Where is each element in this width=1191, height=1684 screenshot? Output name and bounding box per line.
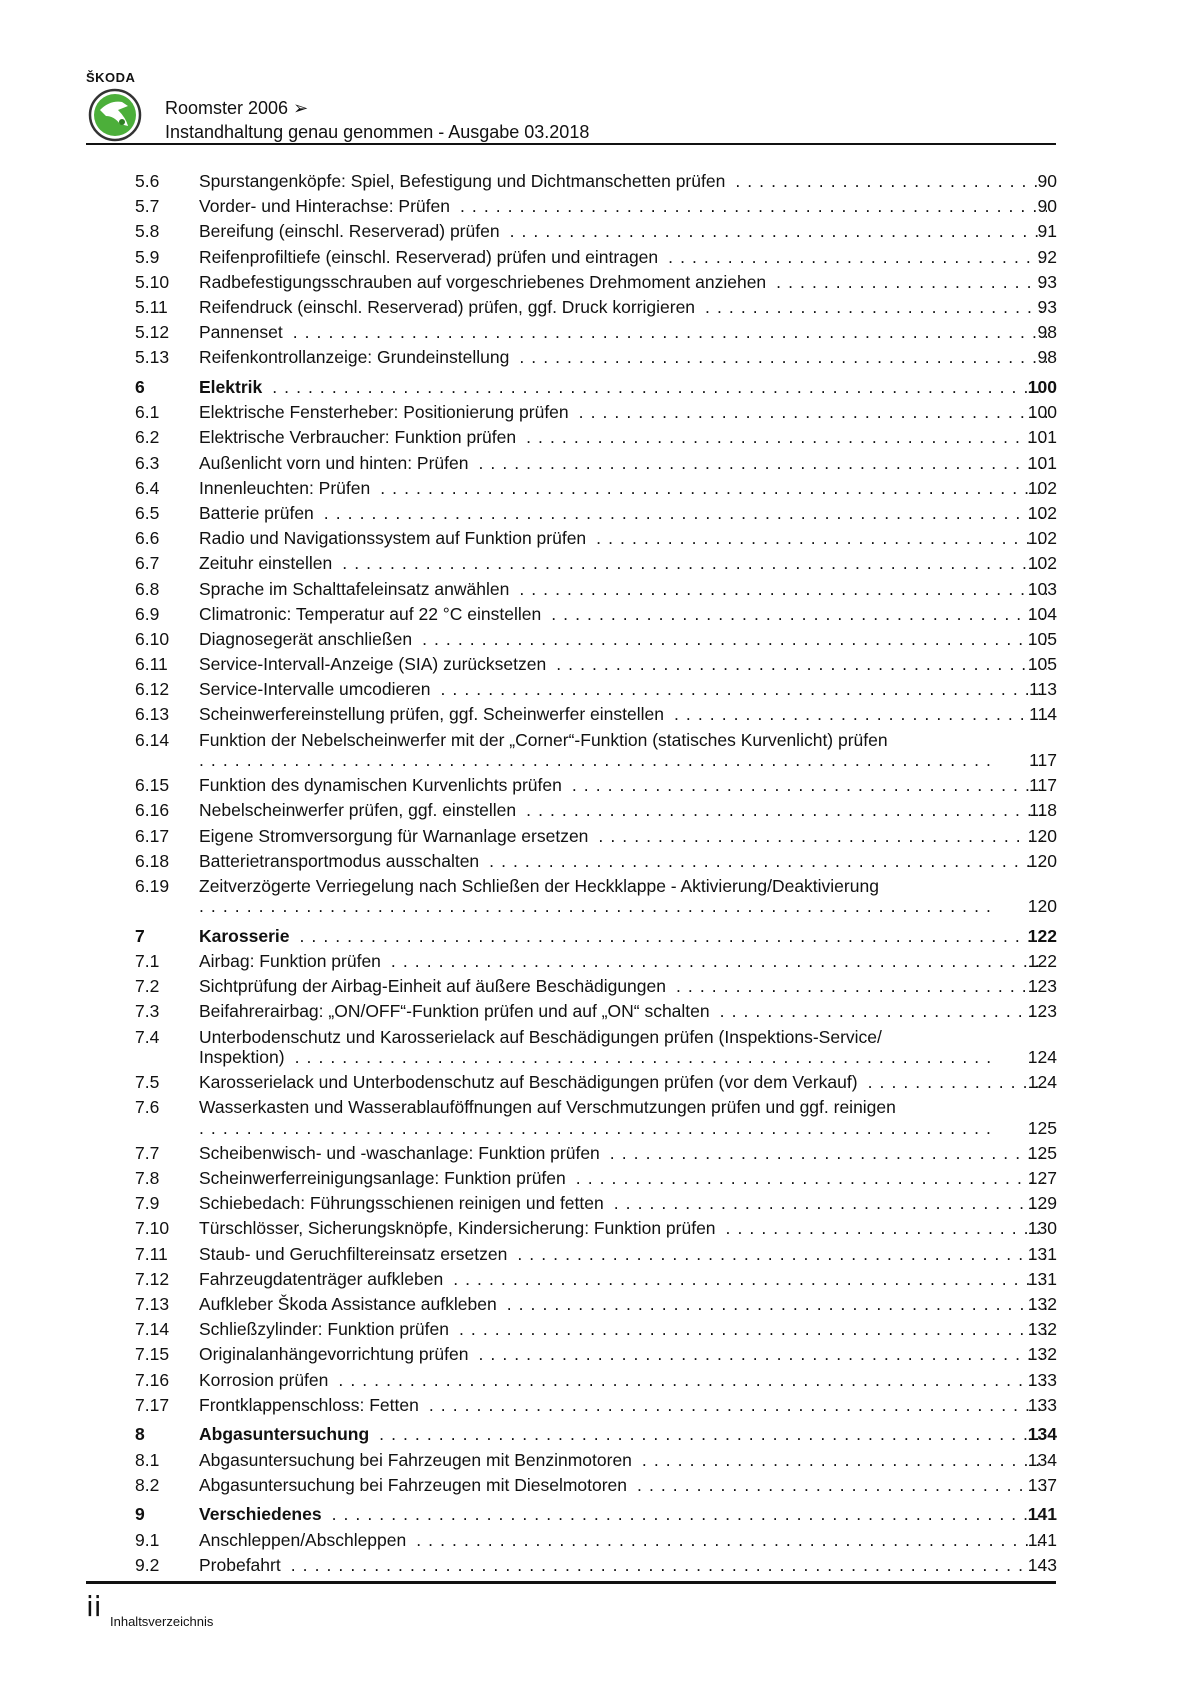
dot-leader (199, 1118, 991, 1139)
entry-number: 6.6 (135, 528, 160, 549)
entry-title: Vorder- und Hinterachse: Prüfen (199, 196, 450, 217)
toc-entry[interactable] (0, 347, 1191, 372)
brand-wordmark: ŠKODA (86, 70, 136, 85)
dot-leader (478, 1344, 1047, 1365)
dot-leader (453, 1269, 1047, 1290)
toc-entry[interactable] (0, 503, 1191, 528)
entry-title: Funktion des dynamischen Kurvenlichts prüfen (199, 775, 562, 796)
dot-leader (596, 528, 1047, 549)
entry-page: 124 (1027, 1072, 1057, 1093)
entry-number: 6.14 (135, 729, 170, 750)
entry-number: 5.9 (135, 246, 160, 267)
entry-number: 9.1 (135, 1529, 160, 1550)
toc-entry[interactable] (0, 826, 1191, 851)
entry-page: 101 (1027, 452, 1057, 473)
entry-title: Scheinwerfereinstellung prüfen, ggf. Scheinwerfer einstellen (199, 704, 664, 725)
entry-title: Eigene Stromversorgung für Warnanlage ersetzen (199, 825, 589, 846)
entry-title: Türschlösser, Sicherungsknöpfe, Kindersicherung: Funktion prüfen (199, 1218, 716, 1239)
dot-leader (324, 503, 1047, 524)
entry-page: 132 (1027, 1293, 1057, 1314)
entry-page: 132 (1027, 1319, 1057, 1340)
entry-number: 7.8 (135, 1168, 160, 1188)
entry-page: 123 (1027, 1001, 1057, 1022)
toc-entry[interactable] (0, 453, 1191, 478)
entry-number: 7 (135, 925, 145, 946)
dot-leader (342, 553, 1047, 574)
entry-title: Radio und Navigationssystem auf Funktion prüfen (199, 528, 587, 549)
entry-page: 102 (1027, 477, 1057, 498)
entry-number: 7.17 (135, 1394, 170, 1415)
entry-page: 102 (1027, 553, 1057, 574)
toc-entry[interactable] (0, 775, 1191, 800)
entry-page: 131 (1027, 1268, 1057, 1289)
dot-leader (478, 453, 1047, 474)
toc-entry[interactable] (0, 976, 1191, 1001)
entry-page: 105 (1027, 628, 1057, 649)
entry-page: 118 (1029, 800, 1057, 821)
entry-title: Scheinwerferreinigungsanlage: Funktion prüfen (199, 1168, 566, 1188)
toc-entry[interactable] (0, 1344, 1191, 1369)
entry-page: 129 (1027, 1193, 1057, 1214)
entry-number: 6.19 (135, 875, 170, 896)
toc-entry[interactable] (0, 171, 1191, 196)
entry-page: 122 (1027, 951, 1057, 972)
entry-page: 127 (1027, 1168, 1057, 1188)
dot-leader (614, 1193, 1047, 1214)
entry-number: 6.5 (135, 502, 160, 523)
toc-entry[interactable] (0, 851, 1191, 876)
entry-page: 130 (1027, 1218, 1057, 1239)
dot-leader (556, 654, 1047, 675)
entry-page: 104 (1027, 603, 1057, 624)
toc-entry[interactable] (0, 1370, 1191, 1395)
entry-page: 90 (1037, 196, 1057, 217)
dot-leader (526, 800, 1047, 821)
dot-leader (199, 896, 991, 917)
entry-number: 6.18 (135, 850, 170, 871)
entry-page: 100 (1027, 402, 1057, 423)
toc-entry[interactable] (0, 1319, 1191, 1344)
toc-entry[interactable] (0, 1027, 1191, 1073)
dot-leader (705, 297, 1047, 318)
entry-page: 122 (1027, 925, 1057, 946)
entry-title: Zeitverzögerte Verriegelung nach Schließen der Heckklappe - Aktivierung/Deaktivierung (199, 875, 879, 896)
entry-title: Probefahrt (199, 1554, 281, 1575)
dot-leader (579, 402, 1047, 423)
entry-number: 7.9 (135, 1193, 160, 1214)
entry-title: Sprache im Schalttafeleinsatz anwählen (199, 578, 510, 599)
entry-title: Aufkleber Škoda Assistance aufkleben (199, 1293, 497, 1314)
dot-leader (519, 579, 1047, 600)
entry-title: Diagnosegerät anschließen (199, 628, 413, 649)
toc-entry[interactable] (0, 1294, 1191, 1319)
entry-number: 6.13 (135, 704, 170, 725)
toc-entry[interactable] (0, 402, 1191, 427)
dot-leader (299, 926, 1047, 947)
dot-leader (526, 427, 1047, 448)
entry-page: 141 (1027, 1529, 1057, 1550)
entry-page: 114 (1029, 704, 1057, 725)
entry-title: Airbag: Funktion prüfen (199, 951, 381, 972)
entry-title: Abgasuntersuchung (199, 1424, 370, 1445)
toc-entry[interactable] (0, 1001, 1191, 1026)
entry-number: 7.5 (135, 1072, 160, 1093)
entry-title: Batterie prüfen (199, 502, 314, 523)
entry-number: 7.13 (135, 1293, 170, 1314)
entry-number: 6.3 (135, 452, 160, 473)
entry-number: 6.1 (135, 402, 160, 423)
entry-number: 7.12 (135, 1268, 170, 1289)
dot-leader (726, 1218, 1047, 1239)
toc-entry[interactable] (0, 196, 1191, 221)
entry-page: 137 (1027, 1474, 1057, 1495)
entry-number: 6.9 (135, 603, 160, 624)
toc-entry[interactable] (0, 951, 1191, 976)
entry-number: 6.2 (135, 427, 160, 448)
entry-title: Abgasuntersuchung bei Fahrzeugen mit Dieselmotoren (199, 1474, 628, 1495)
entry-title: Wasserkasten und Wasserablauföffnungen auf Verschmutzungen prüfen und ggf. reinigen (199, 1097, 896, 1118)
dot-leader (460, 196, 1047, 217)
toc-entry[interactable] (0, 478, 1191, 503)
entry-number: 5.10 (135, 271, 170, 292)
toc-entry[interactable] (0, 221, 1191, 246)
entry-page: 100 (1027, 377, 1057, 397)
dot-leader (642, 1450, 1047, 1471)
dot-leader (380, 478, 1047, 499)
toc-entry[interactable] (0, 604, 1191, 629)
dot-leader (291, 1555, 1047, 1576)
dot-leader (735, 171, 1047, 192)
toc-entry[interactable] (0, 876, 1191, 922)
toc-entry[interactable] (0, 1450, 1191, 1475)
entry-number: 6.16 (135, 800, 170, 821)
toc-chapter-entry[interactable] (0, 1504, 1191, 1529)
entry-title: Fahrzeugdatenträger aufkleben (199, 1268, 444, 1289)
dot-leader (391, 951, 1047, 972)
toc-entry[interactable] (0, 730, 1191, 776)
entry-number: 7.16 (135, 1369, 170, 1390)
toc-entry[interactable] (0, 629, 1191, 654)
entry-page: 117 (1029, 750, 1057, 771)
toc-entry[interactable] (0, 654, 1191, 679)
entry-title: Karosserie (199, 925, 290, 946)
header-model: Roomster 2006 ➢ (165, 98, 309, 118)
header-subtitle: Instandhaltung genau genommen - Ausgabe 03.2018 (165, 122, 590, 142)
entry-page: 92 (1037, 246, 1057, 267)
entry-title: Außenlicht vorn und hinten: Prüfen (199, 452, 469, 473)
dot-leader (576, 1168, 1047, 1189)
entry-title: Zeituhr einstellen (199, 553, 333, 574)
entry-title: Funktion der Nebelscheinwerfer mit der „Corner“-Funktion (statisches Kurvenlicht) prüfen (199, 729, 888, 750)
toc-entry[interactable] (0, 1555, 1191, 1580)
dot-leader (295, 1047, 991, 1068)
toc-entry[interactable] (0, 1072, 1191, 1097)
entry-page: 133 (1027, 1369, 1057, 1390)
entry-title: Beifahrerairbag: „ON/OFF“-Funktion prüfen und auf „ON“ schalten (199, 1001, 710, 1022)
dot-leader (507, 1294, 1047, 1315)
entry-number: 5.7 (135, 196, 160, 217)
entry-page: 93 (1037, 296, 1057, 317)
dot-leader (668, 247, 1047, 268)
toc-entry[interactable] (0, 1244, 1191, 1269)
table-of-contents (0, 171, 1191, 1580)
dot-leader (551, 604, 1047, 625)
entry-title: Frontklappenschloss: Fetten (199, 1394, 419, 1415)
entry-number: 5.12 (135, 322, 170, 343)
dot-leader (422, 629, 1047, 650)
entry-number: 5.11 (135, 296, 168, 317)
entry-number: 5.8 (135, 221, 160, 242)
entry-page: 134 (1027, 1449, 1057, 1470)
entry-number: 6.10 (135, 628, 170, 649)
dot-leader (338, 1370, 1047, 1391)
entry-title: Pannenset (199, 322, 283, 343)
entry-page: 103 (1027, 578, 1057, 599)
footer-page-number: ii (86, 1590, 102, 1623)
entry-page: 141 (1027, 1504, 1057, 1525)
toc-entry[interactable] (0, 1193, 1191, 1218)
dot-leader (293, 322, 1047, 343)
toc-chapter-entry[interactable] (0, 1424, 1191, 1449)
dot-leader (637, 1475, 1047, 1496)
toc-entry[interactable] (0, 1168, 1191, 1193)
entry-page: 98 (1037, 322, 1057, 343)
entry-page: 102 (1027, 528, 1057, 549)
entry-page: 131 (1027, 1243, 1057, 1264)
dot-leader (519, 347, 1047, 368)
dot-leader (720, 1001, 1047, 1022)
entry-title: Schließzylinder: Funktion prüfen (199, 1319, 449, 1340)
entry-title: Bereifung (einschl. Reserverad) prüfen (199, 221, 500, 242)
toc-entry[interactable] (0, 800, 1191, 825)
dot-leader (489, 851, 1047, 872)
toc-chapter-entry[interactable] (0, 926, 1191, 951)
toc-entry[interactable] (0, 553, 1191, 578)
entry-number: 9 (135, 1504, 145, 1525)
entry-page: 113 (1029, 679, 1057, 700)
toc-entry[interactable] (0, 297, 1191, 322)
entry-title: Scheibenwisch- und -waschanlage: Funktion prüfen (199, 1142, 600, 1163)
toc-entry[interactable] (0, 1395, 1191, 1420)
entry-title: Radbefestigungsschrauben auf vorgeschriebenes Drehmoment anziehen (199, 271, 767, 292)
entry-page: 120 (1027, 850, 1057, 871)
toc-entry[interactable] (0, 1218, 1191, 1243)
entry-page: 91 (1037, 221, 1057, 242)
entry-title-continued: Inspektion) (199, 1047, 285, 1068)
toc-entry[interactable] (0, 704, 1191, 729)
toc-entry[interactable] (0, 247, 1191, 272)
entry-number: 8.1 (135, 1449, 160, 1470)
dot-leader (416, 1530, 1047, 1551)
entry-title: Schiebedach: Führungsschienen reinigen und fetten (199, 1193, 604, 1214)
entry-number: 7.14 (135, 1319, 170, 1340)
entry-page: 117 (1029, 775, 1057, 796)
toc-entry[interactable] (0, 272, 1191, 297)
entry-page: 143 (1027, 1554, 1057, 1575)
header-divider (86, 143, 1056, 145)
toc-entry[interactable] (0, 1475, 1191, 1500)
entry-title: Staub- und Geruchfiltereinsatz ersetzen (199, 1243, 508, 1264)
entry-page: 90 (1037, 171, 1057, 191)
footer-divider (86, 1581, 1056, 1584)
entry-number: 8.2 (135, 1474, 160, 1495)
entry-page: 93 (1037, 271, 1057, 292)
entry-page: 133 (1027, 1394, 1057, 1415)
toc-entry[interactable] (0, 1143, 1191, 1168)
skoda-logo-icon (88, 88, 142, 142)
dot-leader (610, 1143, 1047, 1164)
entry-title: Verschiedenes (199, 1504, 322, 1525)
entry-number: 6.11 (135, 654, 168, 675)
dot-leader (379, 1424, 1047, 1445)
entry-title: Service-Intervalle umcodieren (199, 679, 431, 700)
toc-entry[interactable] (0, 1097, 1191, 1143)
toc-entry[interactable] (0, 322, 1191, 347)
entry-title: Service-Intervall-Anzeige (SIA) zurücksetzen (199, 654, 547, 675)
dot-leader (598, 826, 1047, 847)
dot-leader (272, 377, 1047, 398)
entry-page: 120 (1027, 825, 1057, 846)
toc-entry[interactable] (0, 427, 1191, 452)
entry-number: 7.4 (135, 1026, 160, 1047)
dot-leader (510, 221, 1047, 242)
entry-number: 7.10 (135, 1218, 170, 1239)
entry-page: 120 (1027, 896, 1057, 917)
entry-number: 7.7 (135, 1142, 160, 1163)
entry-title: Abgasuntersuchung bei Fahrzeugen mit Benzinmotoren (199, 1449, 632, 1470)
entry-number: 7.15 (135, 1344, 170, 1365)
entry-page: 98 (1037, 347, 1057, 368)
entry-title: Elektrische Verbraucher: Funktion prüfen (199, 427, 517, 448)
entry-title: Elektrik (199, 377, 263, 397)
dot-leader (676, 976, 1047, 997)
entry-title: Anschleppen/Abschleppen (199, 1529, 407, 1550)
entry-number: 6.12 (135, 679, 170, 700)
dot-leader (517, 1244, 1047, 1265)
entry-number: 5.13 (135, 347, 170, 368)
entry-title: Reifendruck (einschl. Reserverad) prüfen, ggf. Druck korrigieren (199, 296, 696, 317)
footer-section: Inhaltsverzeichnis (110, 1614, 214, 1629)
entry-title: Unterbodenschutz und Karosserielack auf Beschädigungen prüfen (Inspektions-Service/ (199, 1026, 882, 1047)
entry-title: Batterietransportmodus ausschalten (199, 850, 480, 871)
entry-page: 102 (1027, 502, 1057, 523)
dot-leader (199, 750, 991, 771)
toc-entry[interactable] (0, 679, 1191, 704)
entry-page: 123 (1027, 976, 1057, 997)
dot-leader (332, 1504, 1047, 1525)
entry-number: 8 (135, 1424, 145, 1445)
entry-title: Sichtprüfung der Airbag-Einheit auf äußere Beschädigungen (199, 976, 666, 997)
dot-leader (572, 775, 1047, 796)
entry-number: 6.17 (135, 825, 170, 846)
entry-number: 7.6 (135, 1097, 160, 1118)
entry-number: 6.7 (135, 553, 160, 574)
entry-title: Nebelscheinwerfer prüfen, ggf. einstellen (199, 800, 517, 821)
entry-page: 125 (1027, 1117, 1057, 1138)
entry-title: Climatronic: Temperatur auf 22 °C einstellen (199, 603, 542, 624)
entry-title: Innenleuchten: Prüfen (199, 477, 371, 498)
entry-number: 5.6 (135, 171, 160, 191)
toc-entry[interactable] (0, 1269, 1191, 1294)
dot-leader (459, 1319, 1047, 1340)
entry-title: Originalanhängevorrichtung prüfen (199, 1344, 469, 1365)
entry-title: Spurstangenköpfe: Spiel, Befestigung und Dichtmanschetten prüfen (199, 171, 726, 191)
entry-title: Reifenkontrollanzeige: Grundeinstellung (199, 347, 510, 368)
entry-number: 7.11 (135, 1243, 168, 1264)
entry-title: Karosserielack und Unterbodenschutz auf Beschädigungen prüfen (vor dem Verkauf) (199, 1072, 858, 1093)
dot-leader (441, 679, 1048, 700)
entry-page: 125 (1027, 1142, 1057, 1163)
entry-title: Elektrische Fensterheber: Positionierung prüfen (199, 402, 569, 423)
dot-leader (674, 704, 1047, 725)
entry-number: 7.3 (135, 1001, 160, 1022)
entry-number: 6.8 (135, 578, 160, 599)
entry-page: 105 (1027, 654, 1057, 675)
entry-number: 6.15 (135, 775, 170, 796)
toc-entry[interactable] (0, 528, 1191, 553)
toc-chapter-entry[interactable] (0, 377, 1191, 402)
entry-page: 124 (1027, 1047, 1057, 1068)
entry-page: 101 (1027, 427, 1057, 448)
entry-number: 6.4 (135, 477, 160, 498)
entry-number: 9.2 (135, 1554, 160, 1575)
toc-entry[interactable] (0, 579, 1191, 604)
entry-page: 134 (1027, 1424, 1057, 1445)
entry-number: 6 (135, 377, 145, 397)
entry-page: 132 (1027, 1344, 1057, 1365)
entry-number: 7.2 (135, 976, 160, 997)
toc-entry[interactable] (0, 1530, 1191, 1555)
entry-title: Korrosion prüfen (199, 1369, 329, 1390)
dot-leader (429, 1395, 1047, 1416)
entry-title: Reifenprofiltiefe (einschl. Reserverad) prüfen und eintragen (199, 246, 659, 267)
entry-number: 7.1 (135, 951, 160, 972)
